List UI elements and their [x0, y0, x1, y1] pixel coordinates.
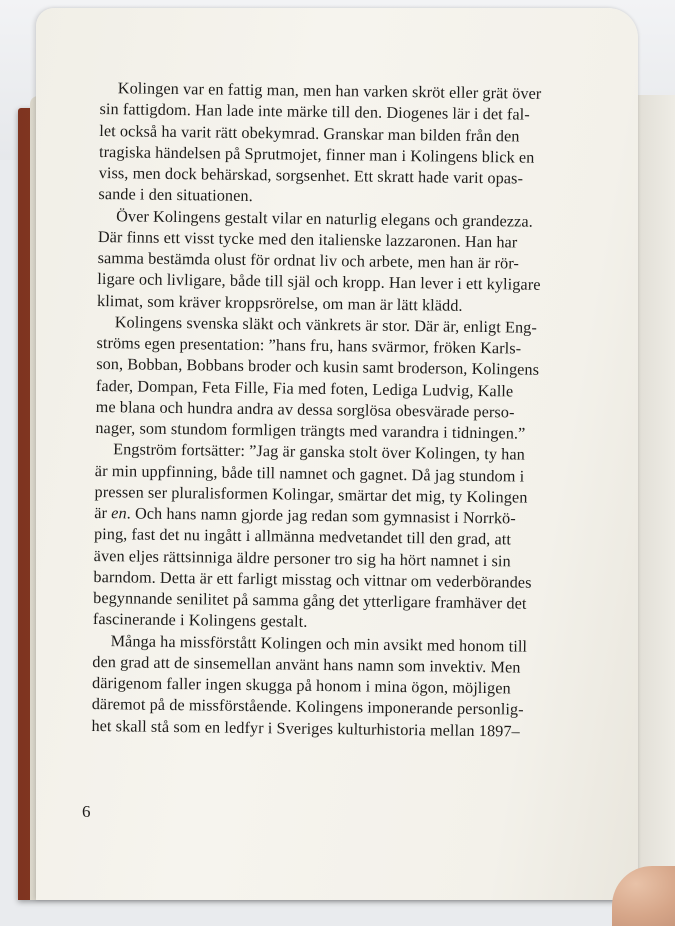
italic-word: en [111, 504, 127, 523]
text-line: fascinerande i Kolingens gestalt. [92, 610, 308, 632]
text-line: Kolingens svenska släkt och vänkrets är stor. Där är, enligt Eng- [114, 312, 538, 337]
text-line: den grad att de sinsemellan använt hans namn som invektiv. Men [92, 652, 521, 677]
text-line: Många ha missförstått Kolingen och min avsikt med honom till [110, 631, 528, 656]
text-line: Där finns ett visst tycke med den italienske lazzaronen. Han har [97, 227, 518, 252]
text-line: me blana och hundra andra av dessa sorglösa obesvärade perso- [95, 397, 515, 422]
text-segment: är [94, 503, 108, 523]
text-line: begynnande senilitet på samma gång det ytterligare framhäver det [93, 588, 527, 613]
text-line: klimat, som kräver kroppsrörelse, om man är lätt klädd. [96, 291, 463, 315]
page-text [91, 78, 565, 743]
text-line: viss, men dock behärskad, sorgsenhet. Ett skratt hade varit opas- [98, 163, 524, 188]
text-line: Engström fortsätter: ”Jag är ganska stolt över Kolingen, ty han [113, 440, 526, 464]
text-line: nager, som stundom formligen trängts med varandra i tidningen.” [95, 418, 526, 443]
text-line: fader, Dompan, Feta Fille, Fia med foten, Lediga Ludvig, Kalle [95, 376, 514, 400]
text-line: även eljes rättsinniga äldre personer tro sig ha hört namnet i sin [93, 546, 511, 570]
text-line: sande i den situationen. [98, 185, 253, 206]
text-line: ströms egen presentation: ”hans fru, hans svärmor, fröken Karls- [96, 333, 522, 358]
text-line: ping, fast det nu ingått i allmänna medvetandet till den grad, att [93, 525, 512, 549]
text-line: däremot på de missförstående. Kolingens imponerande personlig- [91, 695, 524, 719]
text-line: Över Kolingens gestalt vilar en naturlig elegans och grandezza. [116, 206, 533, 231]
text-line: tragiska händelsen på Sprutmojet, finner man i Kolingens blick en [98, 142, 535, 167]
text-line: är min uppfinning, både till namnet och gagnet. Då jag stundom i [94, 461, 525, 486]
text-line: ligare och livligare, både till själ och kropp. Han lever i ett kyligare [97, 270, 541, 295]
text-line: sin fattigdom. Han lade inte märke till den. Diogenes lär i det fal- [99, 100, 530, 124]
text-segment: . Och hans namn gjorde jag redan som gymnasist i Norrkö- [126, 504, 516, 528]
text-line: son, Bobban, Bobbans broder och kusin samt broderson, Kolingens [96, 355, 540, 380]
text-line: let också ha varit rätt obekymrad. Granskar man bilden från den [99, 121, 520, 145]
text-line: het skall stå som en ledfyr i Sveriges kulturhistoria mellan 1897– [91, 716, 520, 741]
text-line: därigenom faller ingen skugga på honom i mina ögon, möjligen [91, 673, 511, 698]
text-line: pressen ser pluralisformen Kolingar, smärtar det mig, ty Kolingen [94, 482, 528, 507]
page-number: 6 [82, 802, 91, 821]
text-line: Kolingen var en fattig man, men han varken skröt eller grät över [117, 79, 542, 103]
text-line: samma bestämda olust för ordnat liv och arbete, men han är rör- [97, 248, 520, 273]
text-line: barndom. Detta är ett farligt misstag och vittnar om vederbörandes [93, 567, 532, 592]
